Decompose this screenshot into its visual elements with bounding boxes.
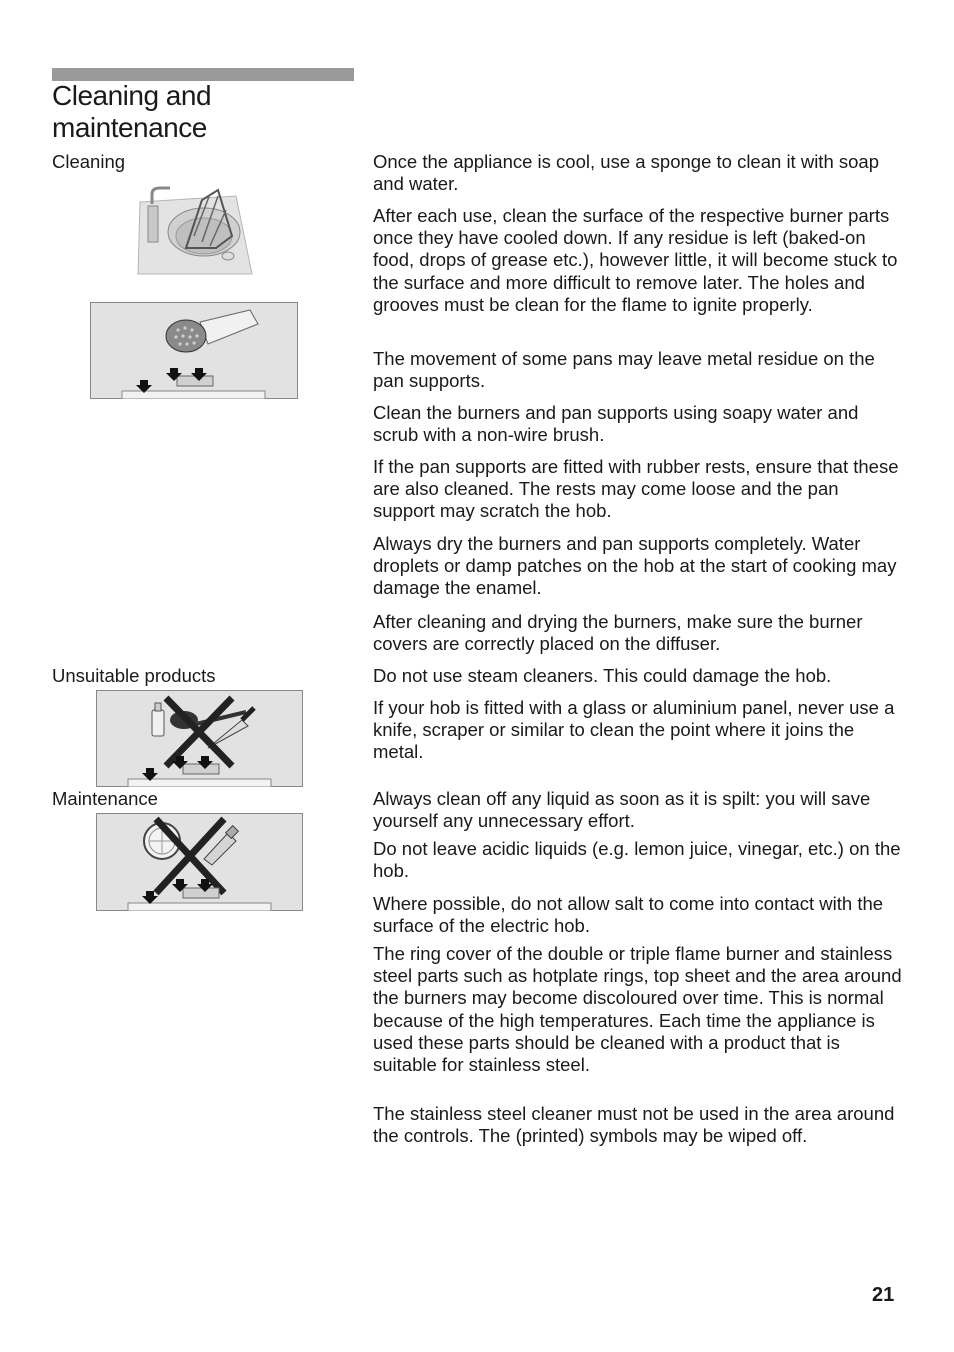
paragraph-8: Do not use steam cleaners. This could damage the hob. <box>373 665 832 686</box>
paragraph-9: If your hob is fitted with a glass or aluminium panel, never use a knife, scraper or similar to clean the point where it joins the metal. <box>373 697 895 763</box>
label-cleaning: Cleaning <box>52 151 126 172</box>
unsuitable-products-illustration <box>96 690 303 787</box>
label-unsuitable-products: Unsuitable products <box>52 665 216 686</box>
paragraph-13: The ring cover of the double or triple flame burner and stainless steel parts such as hotplate rings, top sheet and the area around the burners may become discoloured over time. This is normal because of the high temperatures. Each time the appliance is used these parts should be cleaned with a product that is suitable for stainless steel. <box>373 943 902 1076</box>
paragraph-7: After cleaning and drying the burners, make sure the burner covers are correctly placed on the diffuser. <box>373 611 863 655</box>
paragraph-10: Always clean off any liquid as soon as it is spilt: you will save yourself any unnecessary effort. <box>373 788 871 832</box>
paragraph-1: Once the appliance is cool, use a sponge to clean it with soap and water. <box>373 151 879 195</box>
paragraph-6: Always dry the burners and pan supports completely. Water droplets or damp patches on the hob at the start of cooking may damage the enamel. <box>373 533 897 599</box>
page-number: 21 <box>872 1284 895 1306</box>
sponge-burner-illustration <box>90 302 298 399</box>
paragraph-5: If the pan supports are fitted with rubber rests, ensure that these are also cleaned. The rests may come loose and the pan support may scratch the hob. <box>373 456 899 522</box>
paragraph-11: Do not leave acidic liquids (e.g. lemon juice, vinegar, etc.) on the hob. <box>373 838 901 882</box>
paragraph-3: The movement of some pans may leave metal residue on the pan supports. <box>373 348 875 392</box>
page-title: Cleaning and maintenance <box>52 80 212 143</box>
paragraph-2: After each use, clean the surface of the respective burner parts once they have cooled down. If any residue is left (baked-on food, drops of grease etc.), however little, it will become stuck to the surface and more difficult to remove later. The holes and grooves must be clean for the flame to ignite properly. <box>373 205 898 315</box>
paragraph-12: Where possible, do not allow salt to come into contact with the surface of the electric hob. <box>373 893 884 937</box>
paragraph-4: Clean the burners and pan supports using soapy water and scrub with a non-wire brush. <box>373 402 859 446</box>
label-maintenance: Maintenance <box>52 788 158 809</box>
sink-illustration <box>136 186 256 278</box>
acidic-liquids-illustration <box>96 813 303 911</box>
paragraph-14: The stainless steel cleaner must not be used in the area around the controls. The (printed) symbols may be wiped off. <box>373 1103 895 1147</box>
